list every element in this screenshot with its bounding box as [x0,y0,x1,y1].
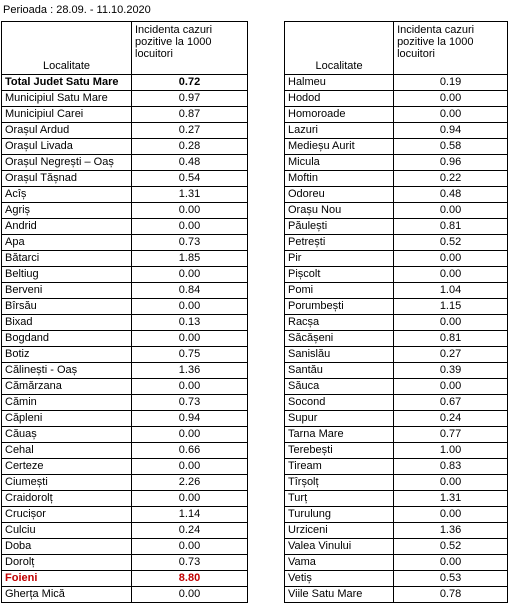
incidence-value: 0.24 [394,411,508,427]
header-localitate: Localitate [2,22,132,75]
incidence-value: 0.48 [132,155,248,171]
incidence-value: 0.00 [132,587,248,603]
locality-name: Certeze [2,459,132,475]
locality-name: Urziceni [285,523,394,539]
incidence-value: 2.26 [132,475,248,491]
incidence-value: 0.97 [132,91,248,107]
locality-name: Tarna Mare [285,427,394,443]
table-row [285,443,508,459]
incidence-value: 0.58 [394,139,508,155]
locality-name: Gherța Mică [2,587,132,603]
table-row [2,395,248,411]
table-row [2,539,248,555]
locality-name: Berveni [2,283,132,299]
incidence-value: 0.83 [394,459,508,475]
incidence-value: 0.84 [132,283,248,299]
table-row [285,571,508,587]
locality-name: Turț [285,491,394,507]
table-row [2,139,248,155]
incidence-value: 0.00 [132,203,248,219]
table-row [285,539,508,555]
incidence-value: 0.22 [394,171,508,187]
incidence-value: 0.72 [132,75,248,91]
incidence-value: 1.31 [394,491,508,507]
table-row [2,363,248,379]
incidence-value: 0.00 [394,315,508,331]
incidence-value: 0.00 [132,219,248,235]
table-row [2,507,248,523]
table-row [285,507,508,523]
locality-name: Culciu [2,523,132,539]
table-row [2,123,248,139]
table-row [285,475,508,491]
table-row [2,475,248,491]
incidence-value: 0.96 [394,155,508,171]
locality-name: Agriș [2,203,132,219]
locality-name: Bătarci [2,251,132,267]
table-row [2,587,248,603]
locality-name: Socond [285,395,394,411]
table-row [285,155,508,171]
locality-name: Odoreu [285,187,394,203]
locality-name: Lazuri [285,123,394,139]
incidence-value: 0.28 [132,139,248,155]
incidence-value: 0.00 [132,459,248,475]
incidence-value: 0.00 [394,507,508,523]
locality-name: Homoroade [285,107,394,123]
table-row [2,443,248,459]
incidence-value: 0.00 [394,107,508,123]
table-row [285,315,508,331]
incidence-value: 0.67 [394,395,508,411]
incidence-table-left [1,21,248,603]
table-row [2,555,248,571]
incidence-value: 0.81 [394,219,508,235]
incidence-value: 0.00 [132,491,248,507]
table-row [285,331,508,347]
incidence-value: 0.78 [394,587,508,603]
incidence-value: 0.81 [394,331,508,347]
table-row [2,219,248,235]
table-row [2,107,248,123]
incidence-value: 0.00 [132,379,248,395]
locality-name: Halmeu [285,75,394,91]
incidence-value: 1.14 [132,507,248,523]
table-row [2,427,248,443]
locality-name: Terebești [285,443,394,459]
table-row [285,491,508,507]
incidence-value: 0.94 [394,123,508,139]
locality-name: Tîrșolț [285,475,394,491]
locality-name: Total Judet Satu Mare [2,75,132,91]
locality-name: Pișcolt [285,267,394,283]
locality-name: Doba [2,539,132,555]
locality-name: Cămin [2,395,132,411]
table-row [2,155,248,171]
table-row [2,347,248,363]
header-row [2,22,248,75]
table-row [2,491,248,507]
locality-name: Vetiș [285,571,394,587]
incidence-value: 0.24 [132,523,248,539]
table-row [2,459,248,475]
locality-name: Cehal [2,443,132,459]
locality-name: Municipiul Carei [2,107,132,123]
table-row [285,235,508,251]
table-row [285,251,508,267]
incidence-value: 1.15 [394,299,508,315]
incidence-value: 0.48 [394,187,508,203]
table-row [2,411,248,427]
incidence-value: 1.00 [394,443,508,459]
incidence-value: 0.73 [132,555,248,571]
locality-name: Ciumești [2,475,132,491]
incidence-value: 0.00 [394,203,508,219]
incidence-value: 0.00 [394,555,508,571]
table-row [285,123,508,139]
incidence-value: 0.77 [394,427,508,443]
incidence-value: 0.13 [132,315,248,331]
incidence-value: 0.54 [132,171,248,187]
locality-name: Vama [285,555,394,571]
locality-name: Foieni [2,571,132,587]
table-row [2,171,248,187]
header-localitate: Localitate [285,22,394,75]
incidence-value: 0.39 [394,363,508,379]
table-row [2,91,248,107]
locality-name: Acîș [2,187,132,203]
table-row [285,299,508,315]
table-row [2,331,248,347]
incidence-value: 0.00 [132,427,248,443]
table-row [285,203,508,219]
table-row [285,427,508,443]
incidence-value: 0.00 [394,379,508,395]
locality-name: Santău [285,363,394,379]
table-row [285,363,508,379]
table-row [285,523,508,539]
table-row [2,571,248,587]
locality-name: Pir [285,251,394,267]
locality-name: Beltiug [2,267,132,283]
table-row [2,315,248,331]
locality-name: Apa [2,235,132,251]
incidence-value: 1.36 [132,363,248,379]
header-incidenta: Incidenta cazuri pozitive la 1000 locuitori [132,22,248,75]
table-row [285,587,508,603]
locality-name: Medieșu Aurit [285,139,394,155]
header-incidenta: Incidenta cazuri pozitive la 1000 locuitori [394,22,508,75]
table-row [285,395,508,411]
locality-name: Petrești [285,235,394,251]
incidence-value: 0.19 [394,75,508,91]
locality-name: Căpleni [2,411,132,427]
table-row [2,203,248,219]
incidence-value: 0.00 [132,299,248,315]
table-row [2,523,248,539]
table-row [2,299,248,315]
table-row [285,267,508,283]
table-row [285,107,508,123]
locality-name: Săcășeni [285,331,394,347]
incidence-value: 0.00 [394,267,508,283]
incidence-value: 0.00 [394,251,508,267]
locality-name: Orașul Tășnad [2,171,132,187]
locality-name: Bixad [2,315,132,331]
table-row [285,91,508,107]
locality-name: Andrid [2,219,132,235]
table-row [2,235,248,251]
incidence-value: 0.00 [132,539,248,555]
locality-name: Orașul Livada [2,139,132,155]
incidence-value: 0.52 [394,235,508,251]
incidence-value: 0.00 [132,331,248,347]
locality-name: Crucișor [2,507,132,523]
table-row [285,75,508,91]
incidence-value: 1.85 [132,251,248,267]
locality-name: Orașul Ardud [2,123,132,139]
incidence-value: 0.73 [132,395,248,411]
locality-name: Craidorolț [2,491,132,507]
table-row [285,283,508,299]
incidence-value: 1.31 [132,187,248,203]
table-row [2,283,248,299]
table-row [2,267,248,283]
table-row [2,379,248,395]
incidence-value: 0.66 [132,443,248,459]
header-row [285,22,508,75]
locality-name: Bîrsău [2,299,132,315]
incidence-value: 0.75 [132,347,248,363]
incidence-value: 0.52 [394,539,508,555]
incidence-value: 1.04 [394,283,508,299]
table-row [285,187,508,203]
incidence-value: 0.94 [132,411,248,427]
incidence-value: 8.80 [132,571,248,587]
locality-name: Moftin [285,171,394,187]
locality-name: Sanislău [285,347,394,363]
locality-name: Dorolț [2,555,132,571]
table-row [285,379,508,395]
table-row [285,555,508,571]
incidence-value: 0.73 [132,235,248,251]
locality-name: Cămărzana [2,379,132,395]
locality-name: Păulești [285,219,394,235]
locality-name: Micula [285,155,394,171]
locality-name: Valea Vinului [285,539,394,555]
incidence-value: 0.00 [132,267,248,283]
locality-name: Orașul Negrești – Oaș [2,155,132,171]
locality-name: Orașu Nou [285,203,394,219]
locality-name: Căuaș [2,427,132,443]
locality-name: Pomi [285,283,394,299]
incidence-value: 0.87 [132,107,248,123]
table-row [285,411,508,427]
incidence-value: 1.36 [394,523,508,539]
locality-name: Turulung [285,507,394,523]
incidence-value: 0.00 [394,91,508,107]
table-row [285,459,508,475]
locality-name: Viile Satu Mare [285,587,394,603]
locality-name: Racșa [285,315,394,331]
incidence-value: 0.27 [394,347,508,363]
locality-name: Tiream [285,459,394,475]
locality-name: Săuca [285,379,394,395]
table-row [285,347,508,363]
locality-name: Călinești - Oaș [2,363,132,379]
incidence-value: 0.27 [132,123,248,139]
locality-name: Porumbești [285,299,394,315]
incidence-table-right [284,21,508,603]
period-label: Perioada : 28.09. - 11.10.2020 [3,4,151,16]
locality-name: Hodod [285,91,394,107]
incidence-value: 0.00 [394,475,508,491]
incidence-value: 0.53 [394,571,508,587]
locality-name: Supur [285,411,394,427]
locality-name: Bogdand [2,331,132,347]
table-row [2,75,248,91]
table-row [2,187,248,203]
table-row [285,139,508,155]
locality-name: Botiz [2,347,132,363]
table-row [285,219,508,235]
table-row [2,251,248,267]
locality-name: Municipiul Satu Mare [2,91,132,107]
table-row [285,171,508,187]
